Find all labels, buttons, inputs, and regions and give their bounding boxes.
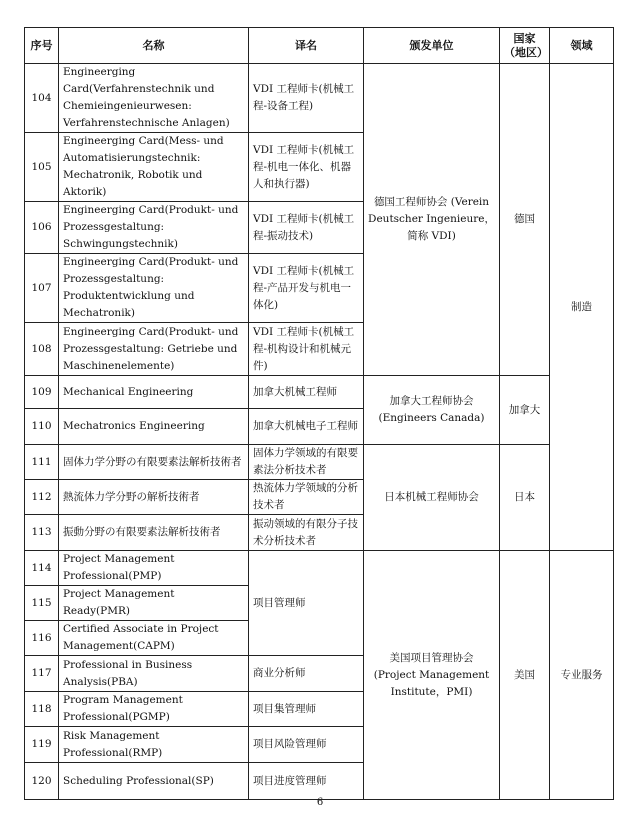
country-cell: 德国 (500, 64, 550, 376)
cert-translation: 加拿大机械电子工程师 (249, 409, 364, 445)
cert-name: Certified Associate in Project Management(CAPM) (59, 621, 249, 656)
table-row (25, 64, 614, 133)
cert-name: Project Management Professional(PMP) (59, 551, 249, 586)
row-number: 118 (25, 692, 59, 727)
cert-translation: 振动领域的有限分子技术分析技术者 (249, 515, 364, 551)
header-field: 领域 (550, 28, 614, 64)
row-number: 119 (25, 727, 59, 763)
row-number: 106 (25, 202, 59, 254)
header-country: 国家（地区） (500, 28, 550, 64)
row-number: 113 (25, 515, 59, 551)
cert-name: Mechatronics Engineering (59, 409, 249, 445)
table-row (25, 445, 614, 480)
header-translation: 译名 (249, 28, 364, 64)
row-number: 107 (25, 254, 59, 323)
cert-translation: 热流体力学领域的分析技术者 (249, 480, 364, 515)
cert-translation: 商业分析师 (249, 656, 364, 692)
cert-translation: VDI 工程师卡(机械工程-振动技术) (249, 202, 364, 254)
cert-name: Project Management Ready(PMR) (59, 586, 249, 621)
row-number: 115 (25, 586, 59, 621)
cert-translation: VDI 工程师卡(机械工程-设备工程) (249, 64, 364, 133)
row-number: 110 (25, 409, 59, 445)
row-number: 117 (25, 656, 59, 692)
cert-translation: 固体力学领域的有限要素法分析技术者 (249, 445, 364, 480)
header-num: 序号 (25, 28, 59, 64)
issuer-cell: 日本机械工程师协会 (364, 445, 500, 551)
row-number: 116 (25, 621, 59, 656)
country-cell: 加拿大 (500, 376, 550, 445)
cert-name: Professional in Business Analysis(PBA) (59, 656, 249, 692)
row-number: 111 (25, 445, 59, 480)
cert-name: Engineerging Card(Mess- und Automatisierungstechnik: Mechatronik, Robotik und Aktorik) (59, 133, 249, 202)
row-number: 112 (25, 480, 59, 515)
table-row (25, 551, 614, 586)
cert-name: Engineerging Card(Verfahrenstechnik und Chemieingenieurwesen: Verfahrenstechnische Anlagen) (59, 64, 249, 133)
header-issuer: 颁发单位 (364, 28, 500, 64)
table-row (25, 376, 614, 409)
cert-name: Engineerging Card(Produkt- und Prozessgestaltung: Produktentwicklung und Mechatronik) (59, 254, 249, 323)
cert-translation: 加拿大机械工程师 (249, 376, 364, 409)
cert-name: Engineerging Card(Produkt- und Prozessgestaltung: Getriebe und Maschinenelemente) (59, 323, 249, 376)
row-number: 114 (25, 551, 59, 586)
issuer-cell: 加拿大工程师协会 (Engineers Canada) (364, 376, 500, 445)
certificate-table (24, 27, 614, 800)
row-number: 109 (25, 376, 59, 409)
row-number: 120 (25, 763, 59, 800)
issuer-cell: 德国工程师协会 (Verein Deutscher Ingenieure，简称 VDI) (364, 64, 500, 376)
country-cell: 日本 (500, 445, 550, 551)
page-number: 6 (316, 797, 324, 808)
cert-translation: 项目集管理师 (249, 692, 364, 727)
cert-name: 固体力学分野の有限要素法解析技術者 (59, 445, 249, 480)
cert-translation: 项目进度管理师 (249, 763, 364, 800)
issuer-cell: 美国项目管理协会 (Project Management Institute，PMI) (364, 551, 500, 800)
cert-name: Program Management Professional(PGMP) (59, 692, 249, 727)
row-number: 104 (25, 64, 59, 133)
cert-translation: VDI 工程师卡(机械工程-机构设计和机械元件) (249, 323, 364, 376)
cert-translation: 项目风险管理师 (249, 727, 364, 763)
cert-translation: VDI 工程师卡(机械工程-机电一体化、机器人和执行器) (249, 133, 364, 202)
row-number: 108 (25, 323, 59, 376)
country-cell: 美国 (500, 551, 550, 800)
cert-name: 熱流体力学分野の解析技術者 (59, 480, 249, 515)
header-name: 名称 (59, 28, 249, 64)
cert-name: 振動分野の有限要素法解析技術者 (59, 515, 249, 551)
cert-name: Scheduling Professional(SP) (59, 763, 249, 800)
row-number: 105 (25, 133, 59, 202)
cert-name: Engineerging Card(Produkt- und Prozessgestaltung: Schwingungstechnik) (59, 202, 249, 254)
field-cell: 专业服务 (550, 551, 614, 800)
cert-translation: VDI 工程师卡(机械工程-产品开发与机电一体化) (249, 254, 364, 323)
field-cell: 制造 (550, 64, 614, 551)
cert-name: Mechanical Engineering (59, 376, 249, 409)
cert-name: Risk Management Professional(RMP) (59, 727, 249, 763)
header-row (25, 28, 614, 64)
cert-translation: 项目管理师 (249, 551, 364, 656)
